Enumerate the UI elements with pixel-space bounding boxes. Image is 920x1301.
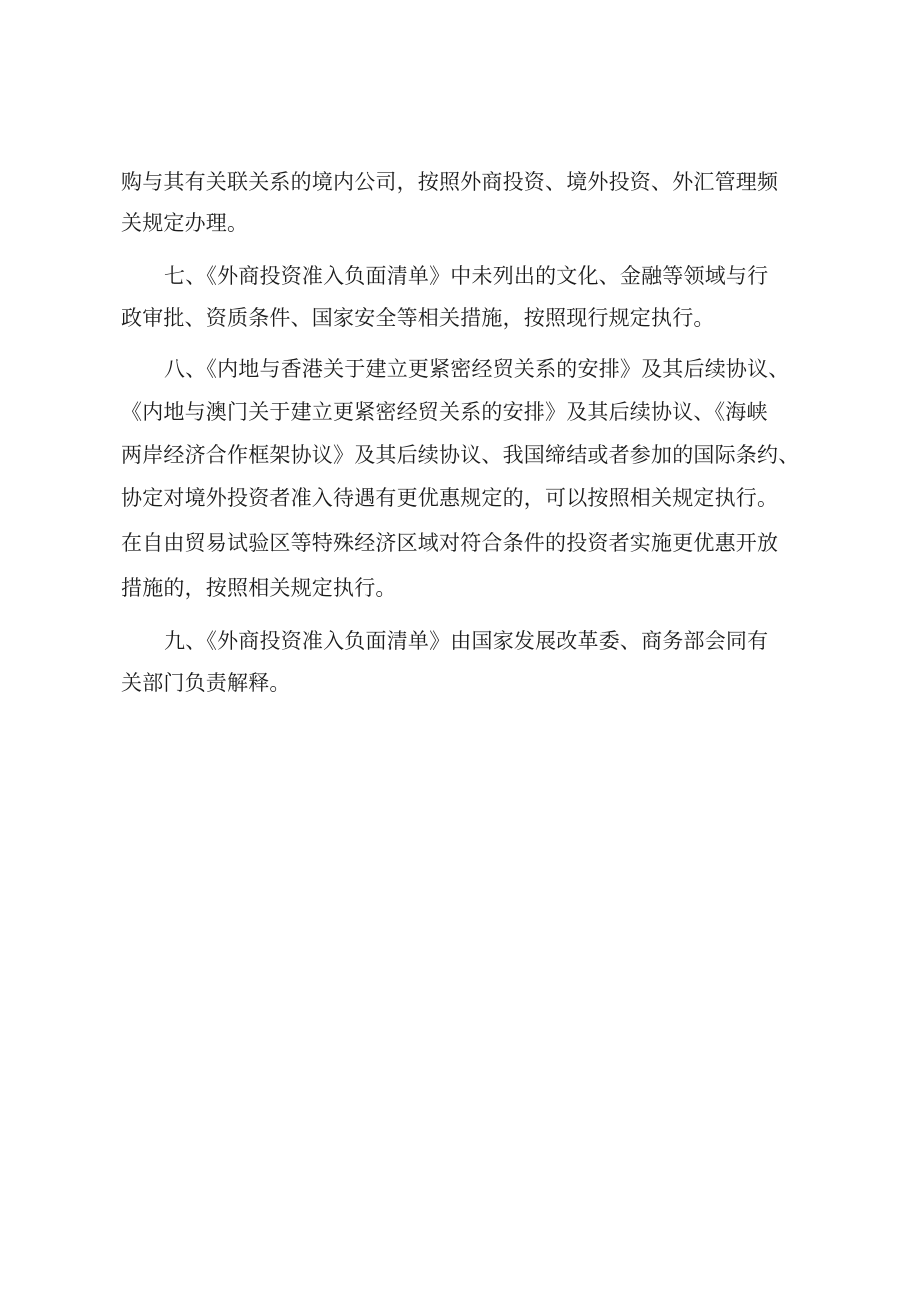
paragraph-8-line-1: 八、《内地与香港关于建立更紧密经贸关系的安排》及其后续协议、: [164, 357, 790, 381]
paragraph-9-line-2: 关部门负责解释。: [121, 671, 291, 695]
paragraph-9-line-1: 九、《外商投资准入负面清单》由国家发展改革委、商务部会同有: [164, 629, 769, 653]
paragraph-8-line-6: 措施的，按照相关规定执行。: [121, 576, 397, 600]
paragraph-6-line-1: 购与其有关联关系的境内公司，按照外商投资、境外投资、外汇管理频: [121, 170, 779, 194]
paragraph-6-line-2: 关规定办理。: [121, 211, 249, 235]
paragraph-7-line-2: 政审批、资质条件、国家安全等相关措施，按照现行规定执行。: [121, 306, 715, 330]
paragraph-8-line-2: 《内地与澳门关于建立更紧密经贸关系的安排》及其后续协议、《海峡: [121, 400, 768, 424]
paragraph-7-line-1: 七、《外商投资准入负面清单》中未列出的文化、金融等领域与行: [164, 264, 769, 288]
paragraph-8-line-5: 在自由贸易试验区等特殊经济区域对符合条件的投资者实施更优惠开放: [121, 531, 779, 555]
paragraph-8-line-4: 协定对境外投资者准入待遇有更优惠规定的，可以按照相关规定执行。: [121, 486, 779, 510]
paragraph-8-line-3: 两岸经济合作框架协议》及其后续协议、我国缔结或者参加的国际条约、: [121, 443, 800, 467]
